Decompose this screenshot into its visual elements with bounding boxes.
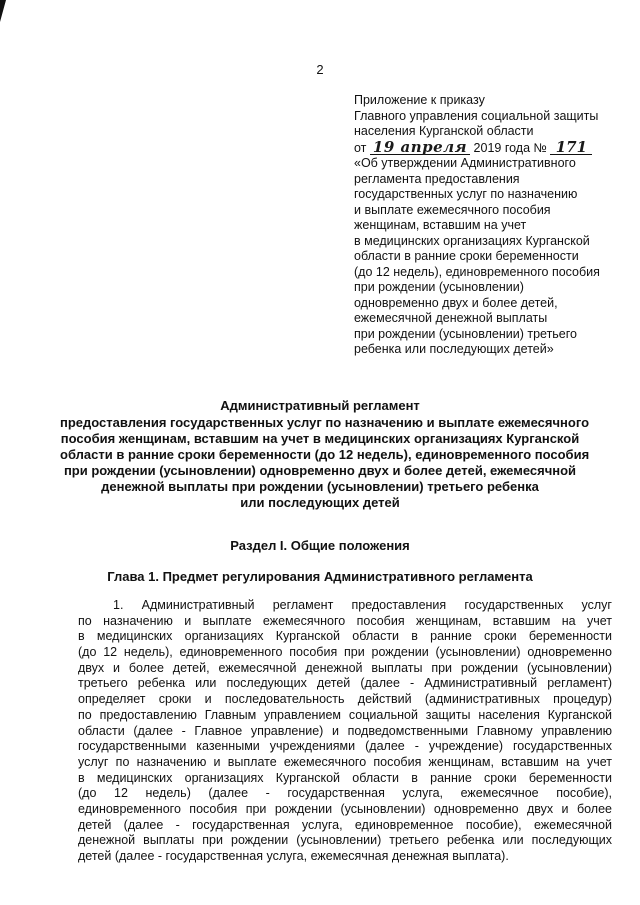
- title-main: Административный регламент: [220, 398, 420, 413]
- appendix-line: при рождении (усыновлении) третьего: [354, 326, 577, 341]
- page-number: 2: [316, 62, 324, 77]
- title-line: области в ранние сроки беременности (до 12 недель), единовременного пособия: [60, 447, 590, 462]
- appendix-line: Главного управления социальной защиты: [354, 108, 599, 123]
- appendix-line: «Об утверждении Административного: [354, 156, 576, 170]
- chapter-heading: Глава 1. Предмет регулирования Административного регламента: [107, 569, 533, 584]
- paragraph-line: единовременного пособия при рождении (усыновлении) одновременно двух и более: [78, 801, 612, 816]
- paragraph-line: (до 12 недель) (далее - государственная услуга, ежемесячное пособие),: [78, 786, 612, 801]
- paragraph-line: (до 12 недель), единовременного пособия при рождении (усыновлении) одновременно: [78, 645, 612, 660]
- appendix-header: [354, 93, 624, 358]
- paragraph-line: детей (далее - государственная услуга, единовременное пособие), ежемесячной: [78, 817, 612, 832]
- appendix-line: Приложение к приказу: [354, 93, 485, 107]
- date-prefix: от: [354, 140, 367, 155]
- paragraph-line: услуг по назначению и выплате ежемесячного пособия женщинам, вставшим на учет: [78, 754, 612, 769]
- title-line: пособия женщинам, вставшим на учет в медицинских организациях Курганской: [60, 431, 580, 446]
- year-text: 2019 года №: [473, 140, 547, 155]
- scan-corner-mark: [0, 0, 6, 22]
- appendix-line: при рождении (усыновлении): [354, 280, 524, 294]
- title-line: или последующих детей: [240, 495, 400, 510]
- paragraph-line: денежной выплаты при рождении (усыновлении) третьего ребенка или последующих: [78, 833, 612, 848]
- appendix-line: ежемесячной денежной выплаты: [354, 311, 548, 325]
- paragraph-line: в медицинских организациях Курганской области в ранние сроки беременности: [78, 770, 612, 785]
- appendix-line: государственных услуг по назначению: [354, 187, 578, 201]
- appendix-line: регламента предоставления: [354, 171, 520, 186]
- title-line: предоставления государственных услуг по назначению и выплате ежемесячного: [60, 415, 590, 430]
- paragraph-line: государственными казенными учреждениями (далее - учреждение) государственных: [78, 739, 612, 754]
- paragraph-line: 1. Административный регламент предоставления государственных услуг: [113, 598, 612, 612]
- order-date-line: [354, 137, 624, 157]
- title-line: при рождении (усыновлении) одновременно двух и более детей, ежемесячной: [63, 463, 577, 478]
- document-title: [60, 398, 590, 511]
- appendix-line: населения Курганской области: [354, 124, 534, 138]
- appendix-line: и выплате ежемесячного пособия: [354, 202, 551, 217]
- paragraph-line: определяет сроки и последовательность действий (административных процедур): [78, 692, 612, 707]
- appendix-line: одновременно двух и более детей,: [354, 295, 558, 310]
- appendix-line: в медицинских организациях Курганской: [354, 233, 590, 248]
- paragraph-line: двух и более детей, ежемесячной денежной выплаты при рождении (усыновлении): [78, 660, 612, 675]
- handwritten-order-number: 171: [550, 140, 592, 155]
- appendix-line: области в ранние сроки беременности: [354, 249, 579, 263]
- appendix-line: (до 12 недель), единовременного пособия: [354, 264, 600, 279]
- paragraph-line: детей (далее - государственная услуга, ежемесячная денежная выплата).: [78, 849, 509, 863]
- paragraph-line: по предоставлению Главным управлением социальной защиты населения Курганской: [78, 707, 612, 722]
- paragraph-line: области (далее - Главное управление) и подведомственными Главному управлению: [78, 723, 612, 738]
- appendix-line: женщинам, вставшим на учет: [354, 218, 527, 232]
- section-heading: Раздел I. Общие положения: [230, 538, 410, 553]
- paragraph-line: по назначению и выплате ежемесячного пособия женщинам, вставшим на учет: [78, 613, 612, 628]
- handwritten-date: 19 апреля: [370, 140, 470, 155]
- appendix-line: ребенка или последующих детей»: [354, 342, 554, 356]
- body-paragraph: [78, 598, 612, 865]
- paragraph-line: третьего ребенка или последующих детей (далее - Административный регламент): [78, 676, 612, 691]
- paragraph-line: в медицинских организациях Курганской области в ранние сроки беременности: [78, 629, 612, 644]
- title-line: денежной выплаты при рождении (усыновлении) третьего ребенка: [101, 479, 539, 494]
